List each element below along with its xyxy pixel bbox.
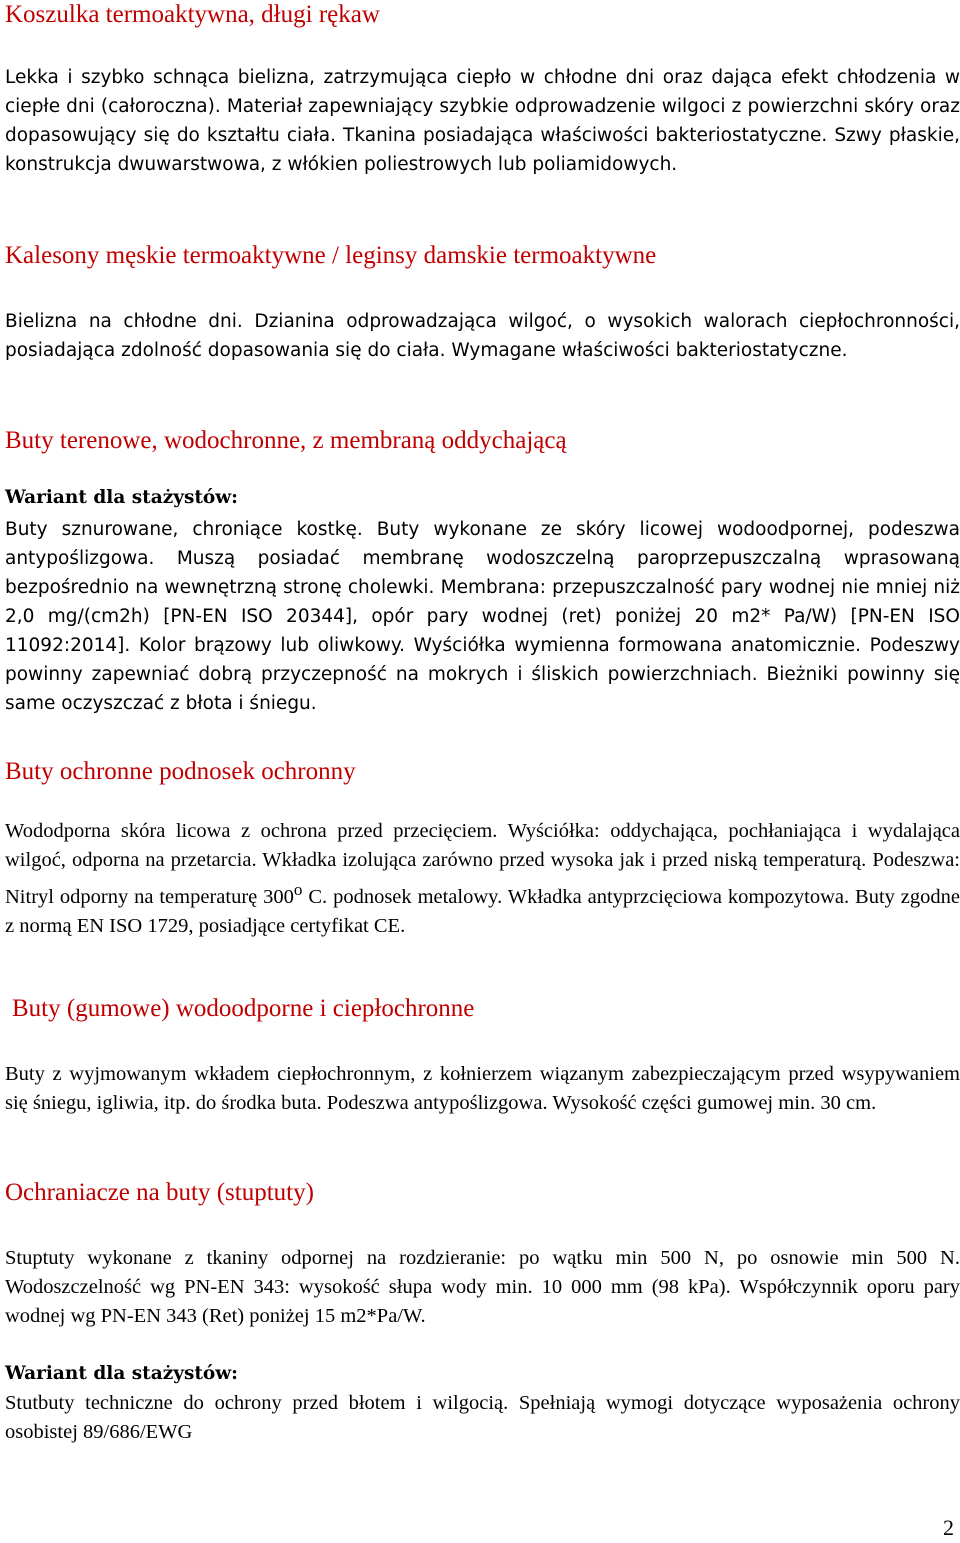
paragraph-text: C. podnosek metalowy. Wkładka antyprzcięciowa kompozytowa. Buty zgodne z normą EN ISO 1729, posiadjące certyfikat CE. [5, 885, 960, 937]
section-subheading: Wariant dla stażystów: [5, 487, 239, 508]
section-paragraph [5, 817, 960, 941]
section-subheading: Wariant dla stażystów: [5, 1363, 239, 1384]
section-heading: Kalesony męskie termoaktywne / leginsy damskie termoaktywne [5, 242, 657, 269]
section-paragraph: Bielizna na chłodne dni. Dzianina odprowadzająca wilgoć, o wysokich walorach ciepłochronności, posiadająca zdolność dopasowania się do ciała. Wymagane właściwości bakteriostatyczne. [5, 311, 960, 361]
section-heading: Buty ochronne podnosek ochronny [5, 758, 356, 785]
section-heading: Buty (gumowe) wodoodporne i ciepłochronne [12, 995, 475, 1022]
section-paragraph: Buty z wyjmowanym wkładem ciepłochronnym, z kołnierzem wiązanym zabezpieczającym przed wsypywaniem się śniegu, igliwia, itp. do środka buta. Podeszwa antypoślizgowa. Wysokość części gumowej min. 30 cm. [5, 1063, 960, 1114]
paragraph-text: Wododporna skóra licowa z ochrona przed przecięciem. Wyściółka: oddychająca, pochłaniająca i wydalająca wilgoć, odporna na przetarcia. Wkładka izolująca zarówno przed wysoka jak i przed niską temperaturą. Podeszwa: Nitryl odporny na temperaturę 300 [5, 820, 960, 908]
degree-superscript: o [293, 880, 303, 899]
section-paragraph: Stutbuty techniczne do ochrony przed błotem i wilgocią. Spełniają wymogi dotyczące wyposażenia ochrony osobistej 89/686/EWG [5, 1392, 960, 1443]
section-paragraph: Lekka i szybko schnąca bielizna, zatrzymująca ciepło w chłodne dni oraz dająca efekt chłodzenia w ciepłe dni (całoroczna). Materiał zapewniający szybkie odprowadzenie wilgoci z powierzchni skóry oraz dopasowujący się do kształtu ciała. Tkanina posiadająca właściwości bakteriostatyczne. Szwy płaskie, konstrukcja dwuwarstwowa, z włókien poliestrowych lub poliamidowych. [5, 67, 960, 175]
section-paragraph: Stuptuty wykonane z tkaniny odpornej na rozdzieranie: po wątku min 500 N, po osnowie min 500 N. Wodoszczelność wg PN-EN 343: wysokość słupa wody min. 10 000 mm (98 kPa). Współczynnik oporu pary wodnej wg PN-EN 343 (Ret) poniżej 15 m2*Pa/W. [5, 1247, 960, 1327]
section-heading: Buty terenowe, wodochronne, z membraną oddychającą [5, 427, 567, 454]
section-heading: Ochraniacze na buty (stuptuty) [5, 1179, 314, 1206]
section-heading: Koszulka termoaktywna, długi rękaw [5, 1, 380, 28]
page-number: 2 [943, 1515, 954, 1540]
section-paragraph: Buty sznurowane, chroniące kostkę. Buty wykonane ze skóry licowej wodoodpornej, podeszwa antypoślizgowa. Muszą posiadać membranę wodoszczelną paroprzepuszczalną wprasowaną bezpośrednio na wewnętrzną stronę cholewki. Membrana: przepuszczalność pary wodnej nie mniej niż 2,0 mg/(cm2h) [PN-EN ISO 20344], opór pary wodnej (ret) poniżej 20 m2* Pa/W) [PN-EN ISO 11092:2014]. Kolor brązowy lub oliwkowy. Wyściółka wymienna formowana anatomicznie. Podeszwy powinny zapewniać dobrą przyczepność na mokrych i śliskich powierzchniach. Bieżniki powinny się same oczyszczać z błota i śniegu. [5, 519, 960, 714]
